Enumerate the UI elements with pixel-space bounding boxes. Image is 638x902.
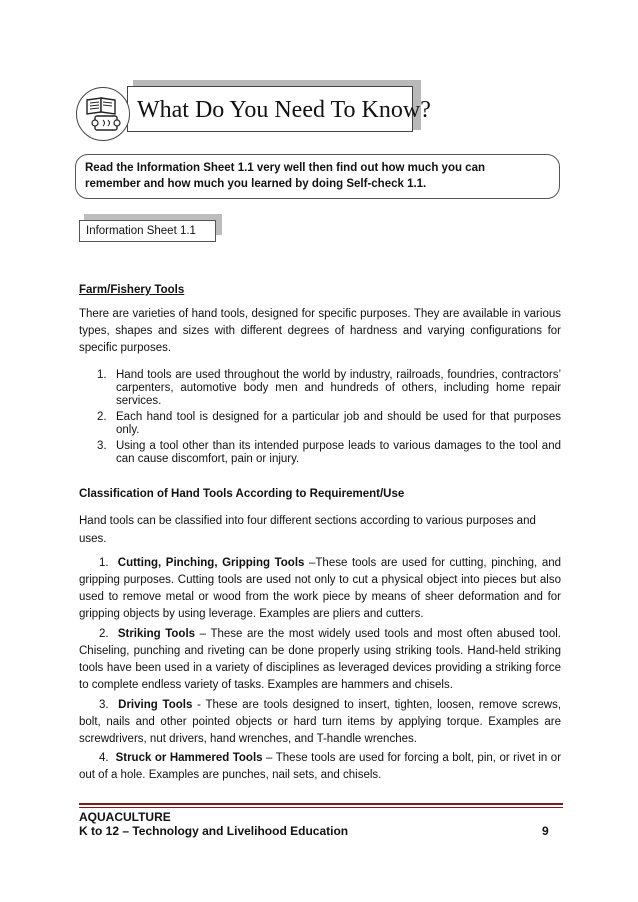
footer-rule — [79, 803, 563, 805]
classification-paragraph — [79, 750, 561, 784]
info-tag-label: Information Sheet 1.1 — [86, 225, 196, 237]
classification-paragraph — [79, 626, 561, 694]
list-item-text: Using a tool other than its intended purpose leads to various damages to the tool and can cause discomfort, pain or injury. — [116, 440, 561, 465]
section-heading-farm-tools: Farm/Fishery Tools — [79, 284, 185, 296]
classification-paragraph — [79, 555, 561, 623]
paragraph-title: Cutting, Pinching, Gripping Tools — [117, 557, 305, 569]
footer-rule-thin — [79, 807, 563, 808]
paragraph-separator: – — [262, 752, 276, 764]
list-item-number: 3. — [97, 440, 107, 452]
paragraph-text: These are tools designed to insert, tighten, loosen, remove screws, bolt, nails and other pointed objects or hard turn items by applying torque. Examples are screwdrivers, nut drivers, hand wrenches, and T-handle wrenches. — [79, 699, 562, 745]
instruction-line-2: remember and how much you learned by doing Self-check 1.1. — [85, 178, 427, 190]
list-item-number: 2. — [97, 411, 107, 423]
instruction-line-1: Read the Information Sheet 1.1 very well then find out how much you can — [85, 162, 486, 174]
list-item-number: 1. — [97, 369, 107, 381]
title-badge — [76, 87, 130, 141]
classification-paragraph — [79, 697, 561, 748]
paragraph-number: 1. — [99, 557, 109, 569]
paragraph-number: 4. — [99, 752, 109, 764]
paragraph-separator: - — [192, 699, 206, 711]
paragraph-separator: – — [304, 557, 316, 569]
paragraph-title: Struck or Hammered Tools — [115, 752, 263, 764]
paragraph-title: Driving Tools — [118, 699, 193, 711]
footer-subject: AQUACULTURE — [79, 810, 171, 824]
paragraph-text: These are the most widely used tools and most often abused tool. Chiseling, punching and riveting can be done properly using striking tools. Hand-held striking tools have been used in a variety of disciplines as leveraged devices providing a striking force to complete endless variety of tasks. Examples are hammers and chisels. — [79, 628, 561, 691]
page-title: What Do You Need To Know? — [137, 97, 431, 123]
list-item — [79, 411, 561, 437]
hand-tools-list — [79, 369, 561, 469]
section-intro-classification: Hand tools can be classified into four different sections according to various purposes and uses. — [79, 515, 536, 545]
section-heading-classification: Classification of Hand Tools According to Requirement/Use — [79, 488, 405, 500]
footer-course: K to 12 – Technology and Livelihood Education — [79, 824, 349, 838]
paragraph-title: Striking Tools — [117, 628, 196, 640]
page-number: 9 — [542, 824, 549, 838]
paragraph-text: These tools are used for cutting, pinching, and gripping purposes. Cutting tools are used not only to cut a physical object into pieces but also used to remove metal or wood from the work piece by means of sheer deformation and for gripping objects by using leverage. Examples are pliers and cutters. — [79, 557, 562, 620]
paragraph-text: These tools are used for forcing a bolt, pin, or rivet in or out of a hole. Examples are punches, nail sets, and chisels. — [79, 752, 562, 781]
instruction-text — [85, 160, 555, 192]
book-scroll-icon — [81, 92, 125, 136]
paragraph-number: 2. — [99, 628, 109, 640]
list-item-text: Hand tools are used throughout the world by industry, railroads, foundries, contractors’ carpenters, automotive body men and hundreds of others, including home repair services. — [116, 369, 561, 407]
paragraph-number: 3. — [99, 699, 109, 711]
list-item-text: Each hand tool is designed for a particular job and should be used for that purposes only. — [116, 411, 561, 436]
section-intro-farm-tools: There are varieties of hand tools, designed for specific purposes. They are available in various types, shapes and sizes with different degrees of hardness and varying configurations for specific purposes. — [79, 308, 561, 354]
list-item — [79, 440, 561, 466]
list-item — [79, 369, 561, 408]
paragraph-separator: – — [195, 628, 211, 640]
